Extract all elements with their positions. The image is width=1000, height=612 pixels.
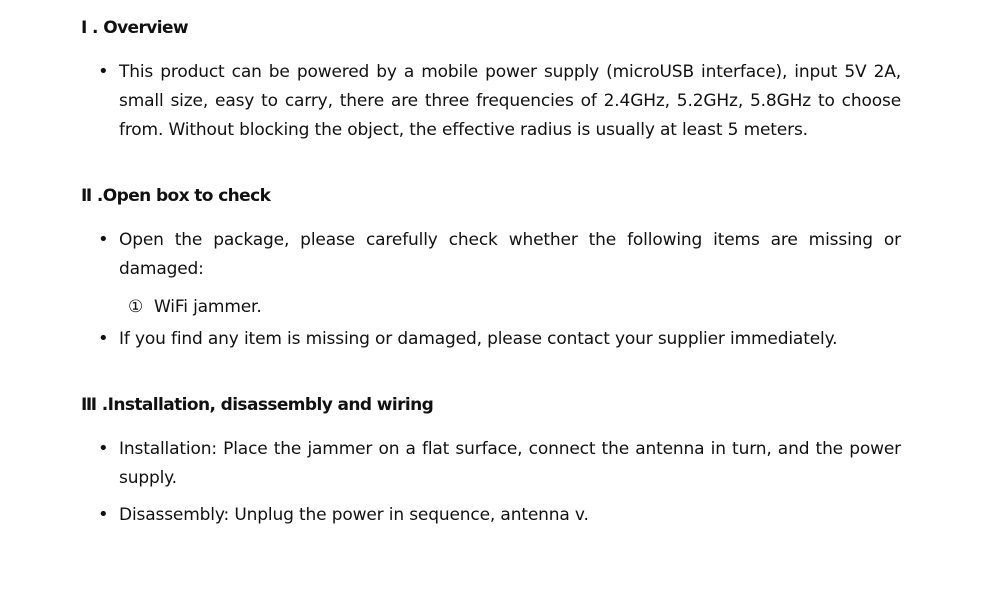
bullet-dot: • — [98, 438, 109, 459]
section-heading-open-box: Ⅱ .Open box to check — [81, 186, 271, 206]
checklist-item-wifi-jammer — [128, 297, 262, 317]
missing-item-paragraph: If you find any item is missing or damaged, please contact your supplier immediately. — [119, 329, 838, 349]
overview-paragraph: This product can be powered by a mobile power supply (microUSB interface), input 5V 2A, small size, easy to carry, there are three frequencies of 2.4GHz, 5.2GHz, 5.8GHz to choose from. Without blocking the object, the effective radius is usually at least 5 meters. — [119, 62, 901, 140]
disassembly-paragraph: Disassembly: Unplug the power in sequence, antenna v. — [119, 505, 589, 525]
bullet-dot: • — [98, 328, 109, 349]
installation-paragraph: Installation: Place the jammer on a flat surface, connect the antenna in turn, and the power supply. — [119, 439, 901, 488]
section-heading-installation: Ⅲ .Installation, disassembly and wiring — [81, 395, 434, 415]
open-box-check-paragraph: Open the package, please carefully check whether the following items are missing or damaged: — [119, 230, 901, 279]
checklist-item-label: WiFi jammer. — [154, 297, 262, 317]
circled-one-marker: ① — [128, 297, 144, 317]
section-heading-overview: Ⅰ . Overview — [81, 18, 189, 38]
bullet-dot: • — [98, 229, 109, 250]
bullet-dot: • — [98, 504, 109, 525]
bullet-dot: • — [98, 61, 109, 82]
